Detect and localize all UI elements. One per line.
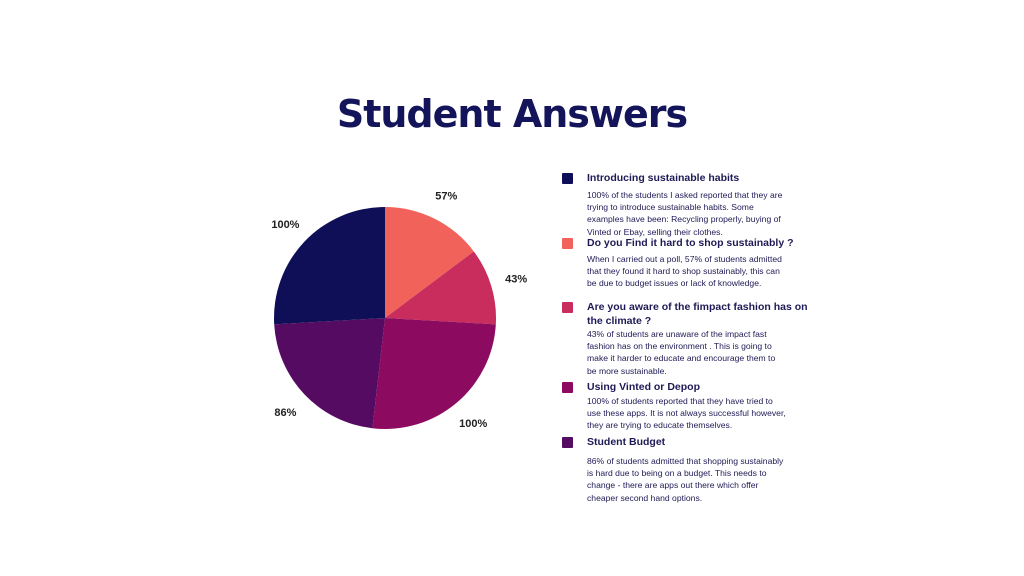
legend-item-title: Using Vinted or Depop <box>587 381 700 393</box>
pie-data-label: 100% <box>271 218 300 231</box>
legend-swatch <box>562 382 573 393</box>
pie-data-label: 100% <box>459 417 488 430</box>
legend-item-description: 100% of students reported that they have tried to use these apps. It is not always successful however, they are trying to educate themselves. <box>587 396 786 431</box>
pie-data-label: 86% <box>274 407 297 420</box>
legend-swatch <box>562 238 573 249</box>
legend-item-description: When I carried out a poll, 57% of students admitted that they found it hard to shop sustainably, this can be due to budget issues or lack of knowledge. <box>587 254 782 289</box>
legend-item-title: Do you Find it hard to shop sustainably ? <box>587 237 794 249</box>
legend-swatch <box>562 302 573 313</box>
legend-item-description: 86% of students admitted that shopping sustainably is hard due to being on a budget. This needs to change - there are apps out there which offer cheaper second hand options. <box>587 456 784 503</box>
pie-data-label: 43% <box>505 273 528 286</box>
legend-item-title: Student Budget <box>587 436 666 448</box>
legend-swatch <box>562 173 573 184</box>
legend-item-title: Introducing sustainable habits <box>587 172 740 184</box>
legend-swatch <box>562 437 573 448</box>
chart-title: Student Answers <box>336 92 688 136</box>
legend-item-description: 100% of the students I asked reported that they are trying to introduce sustainable habits. Some examples have been: Recycling properly, buying of Vinted or Ebay, selling their clothes. <box>587 190 783 237</box>
pie-data-label: 57% <box>435 190 458 203</box>
legend-item-title: Are you aware of the fimpact fashion has on the climate ? <box>587 301 808 327</box>
pie-chart <box>240 180 540 460</box>
pie-slice <box>372 318 495 429</box>
legend-item-description: 43% of students are unaware of the impact fast fashion has on the environment . This is going to make it harder to educate and encourage them to be more sustainable. <box>587 329 776 376</box>
